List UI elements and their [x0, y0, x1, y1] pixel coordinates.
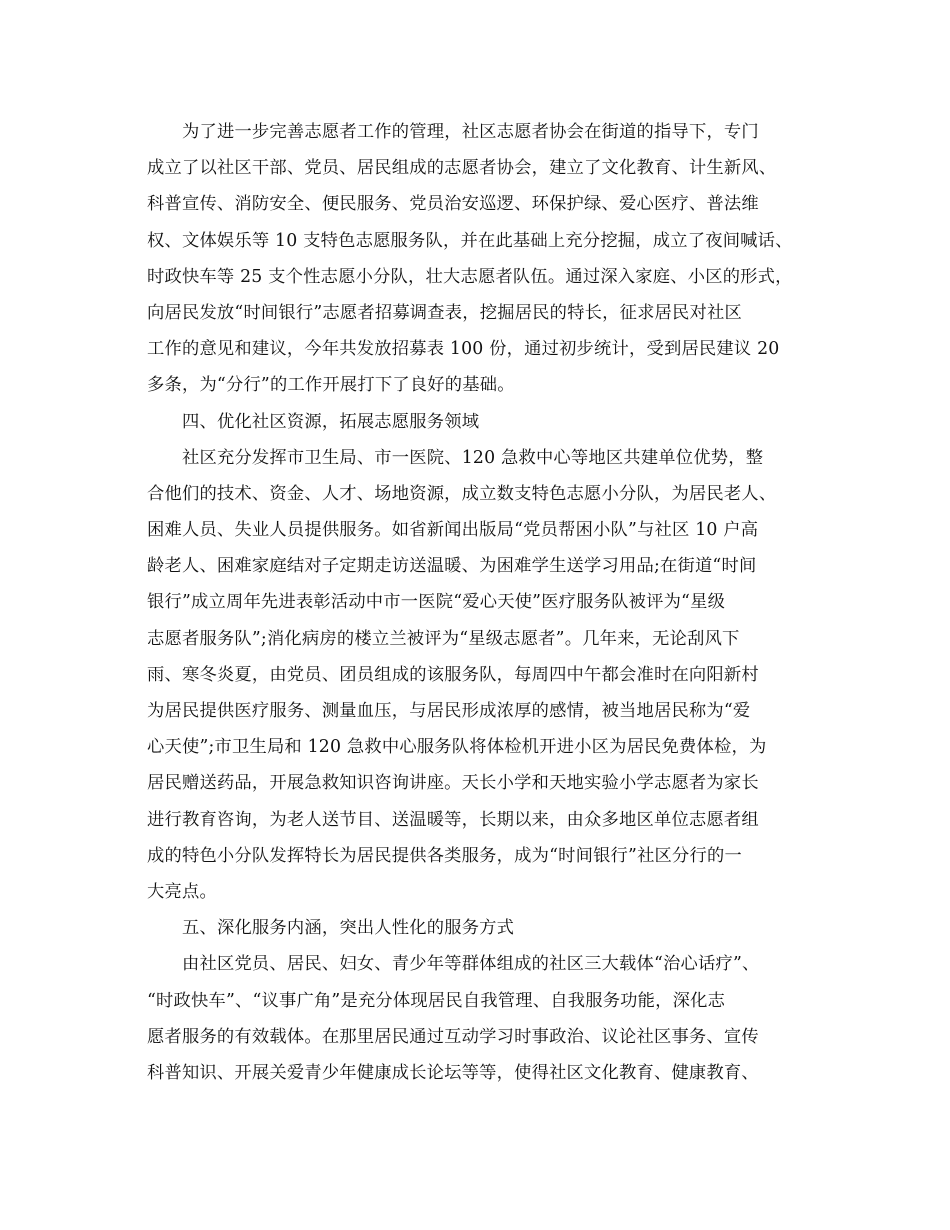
paragraph-line: 成的特色小分队发挥特长为居民提供各类服务，成为“时间银行”社区分行的一: [147, 845, 742, 866]
section-heading: 四、优化社区资源，拓展志愿服务领域: [182, 411, 480, 432]
paragraph-line: 大亮点。: [147, 881, 217, 902]
paragraph-line: 多条，为“分行”的工作开展打下了良好的基础。: [147, 375, 515, 396]
paragraph-line: 为居民提供医疗服务、测量血压，与居民形成浓厚的感情，被当地居民称为“爱: [147, 701, 751, 721]
paragraph-line: 时政快车等 25 支个性志愿小分队，壮大志愿者队伍。通过深入家庭、小区的形式，: [147, 266, 793, 287]
paragraph-line: 向居民发放“时间银行”志愿者招募调查表，挖掘居民的特长，征求居民对社区: [147, 302, 742, 323]
paragraph-line: 居民赠送药品，开展急救知识咨询讲座。天长小学和天地实验小学志愿者为家长: [147, 773, 759, 794]
paragraph-line: 志愿者服务队”;消化病房的楼立兰被评为“星级志愿者”。几年来，无论刮风下: [147, 628, 740, 649]
paragraph-line: 权、文体娱乐等 10 支特色志愿服务队，并在此基础上充分挖掘，成立了夜间喊话、: [147, 230, 793, 251]
paragraph-line: 雨、寒冬炎夏，由党员、团员组成的该服务队，每周四中午都会准时在向阳新村: [147, 664, 759, 685]
paragraph-line: 社区充分发挥市卫生局、市一医院、120 急救中心等地区共建单位优势，整: [182, 447, 764, 468]
paragraph-line: 龄老人、困难家庭结对子定期走访送温暖、为困难学生送学习用品;在街道“时间: [147, 556, 757, 577]
paragraph-line: 困难人员、失业人员提供服务。如省新闻出版局“党员帮困小队”与社区 10 户高: [147, 520, 759, 541]
paragraph-line: 心天使”;市卫生局和 120 急救中心服务队将体检机开进小区为居民免费体检，为: [147, 737, 767, 758]
paragraph-line: 科普宣传、消防安全、便民服务、党员治安巡逻、环保护绿、爱心医疗、普法维: [147, 194, 759, 215]
paragraph-line: 银行”成立周年先进表彰活动中市一医院“爱心天使”医疗服务队被评为“星级: [147, 592, 726, 613]
document-body: [147, 114, 817, 1091]
paragraph-line: 成立了以社区干部、党员、居民组成的志愿者协会，建立了文化教育、计生新风、: [147, 158, 777, 179]
paragraph-line: 合他们的技术、资金、人才、场地资源，成立数支特色志愿小分队，为居民老人、: [147, 483, 777, 504]
paragraph-line: 为了进一步完善志愿者工作的管理，社区志愿者协会在街道的指导下，专门: [182, 122, 759, 142]
paragraph-line: 工作的意见和建议，今年共发放招募表 100 份，通过初步统计，受到居民建议 20: [147, 339, 780, 360]
paragraph-line: “时政快车”、“议事广角”是充分体现居民自我管理、自我服务功能，深化志: [147, 990, 726, 1011]
paragraph-line: 由社区党员、居民、妇女、青少年等群体组成的社区三大载体“治心话疗”、: [182, 954, 760, 975]
paragraph-line: 科普知识、开展关爱青少年健康成长论坛等等，使得社区文化教育、健康教育、: [147, 1062, 759, 1083]
section-heading: 五、深化服务内涵，突出人性化的服务方式: [182, 918, 515, 939]
paragraph-line: 进行教育咨询，为老人送节目、送温暖等，长期以来，由众多地区单位志愿者组: [147, 809, 759, 830]
paragraph-line: 愿者服务的有效载体。在那里居民通过互动学习时事政治、议论社区事务、宣传: [147, 1026, 759, 1047]
